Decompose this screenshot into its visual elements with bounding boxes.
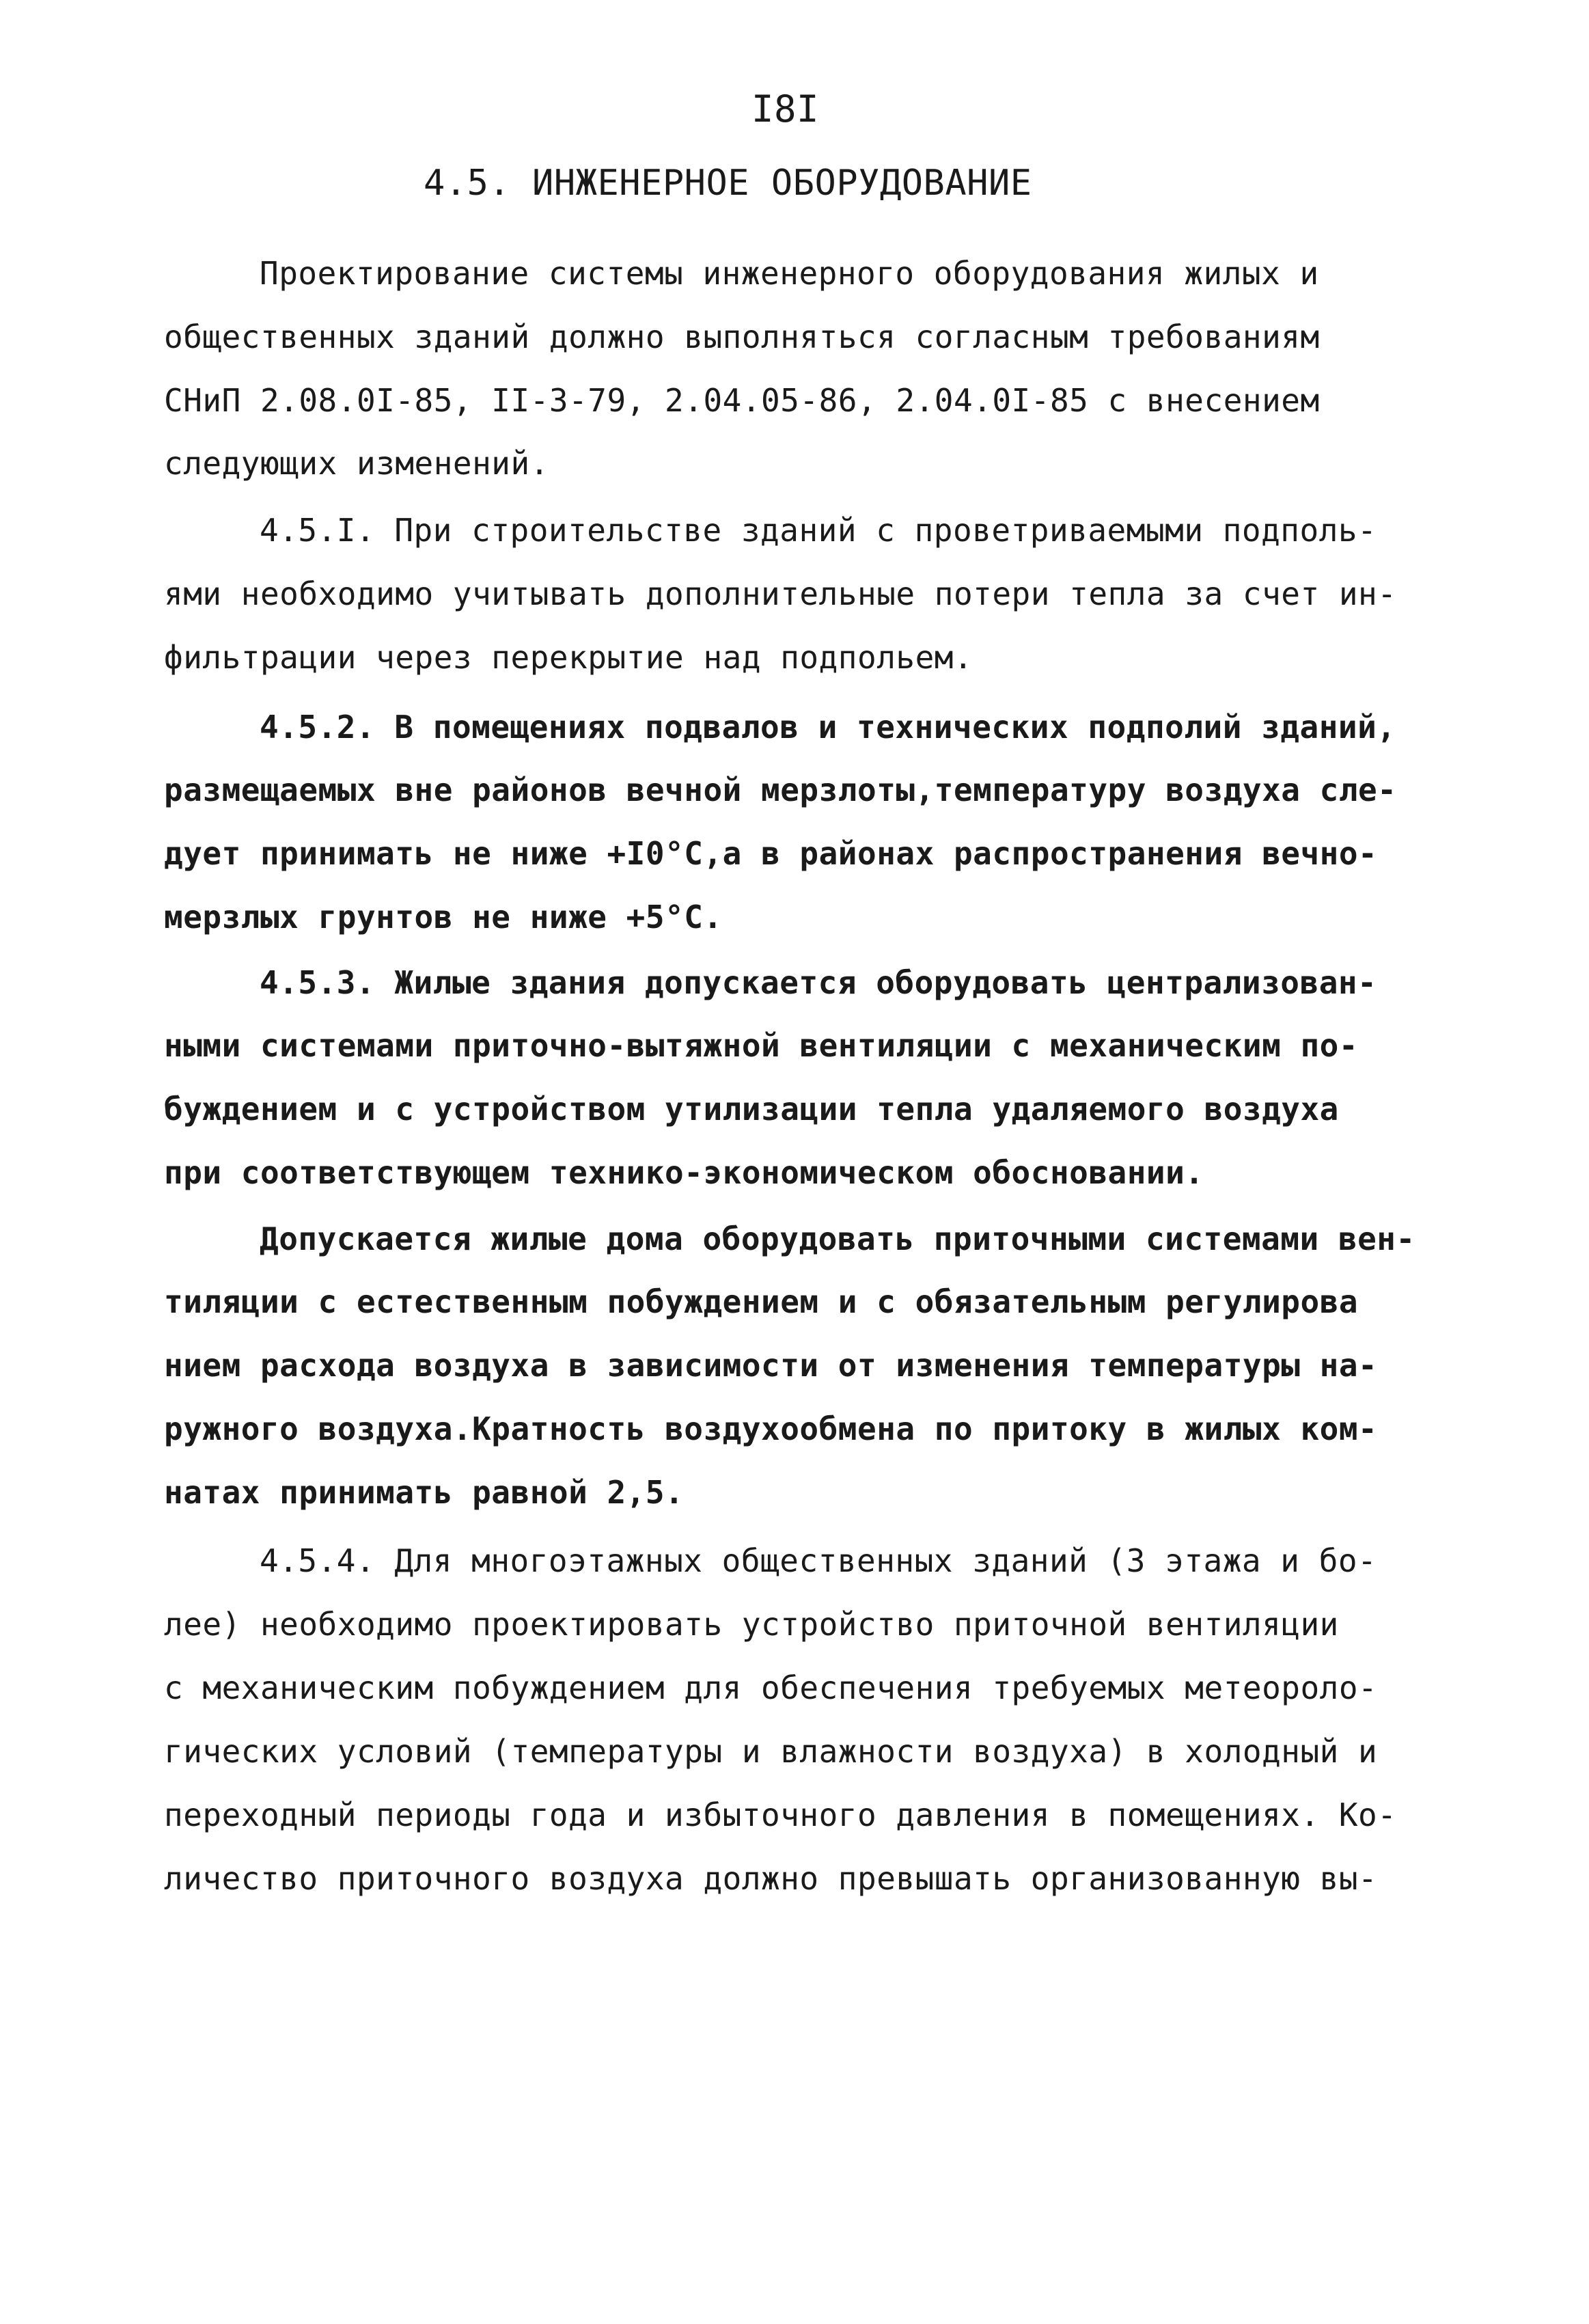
- paragraph-line: ями необходимо учитывать дополнительные потери тепла за счет ин-: [164, 575, 1397, 612]
- paragraph-line: тиляции с естественным побуждением и с обязательным регулирова: [164, 1283, 1359, 1320]
- text-fragment: мерзлых грунтов не ниже +5: [164, 899, 665, 935]
- paragraph-line: личество приточного воздуха должно превышать организованную вы-: [164, 1860, 1378, 1897]
- paragraph-line: СНиП 2.08.0I-85, II-3-79, 2.04.05-86, 2.04.0I-85 с внесением: [164, 382, 1320, 419]
- paragraph-line: лее) необходимо проектировать устройство приточной вентиляции: [164, 1606, 1339, 1643]
- paragraph-line: переходный периоды года и избыточного давления в помещениях. Ко-: [164, 1796, 1397, 1833]
- paragraph-line: [164, 897, 723, 938]
- paragraph-line: размещаемых вне районов вечной мерзлоты,температуру воздуха сле-: [164, 771, 1397, 808]
- paragraph-line: Проектирование системы инженерного оборудования жилых и: [260, 255, 1319, 292]
- paragraph-line: [164, 833, 1377, 874]
- paragraph-line: общественных зданий должно выполняться согласным требованиям: [164, 318, 1320, 355]
- paragraph-line: гических условий (температуры и влажности воздуха) в холодный и: [164, 1733, 1378, 1770]
- paragraph-line: ружного воздуха.Кратность воздухообмена по притоку в жилых ком-: [164, 1410, 1378, 1447]
- paragraph-line: следующих изменений.: [164, 445, 549, 482]
- paragraph-line: 4.5.I. При строительстве зданий с проветриваемыми подполь-: [260, 512, 1377, 549]
- section-title: 4.5. ИНЖЕНЕРНОЕ ОБОРУДОВАНИЕ: [424, 163, 1032, 204]
- text-fragment: °С.: [665, 899, 723, 935]
- text-fragment: °С,а в районах распространения вечно-: [665, 835, 1378, 872]
- paragraph-line: с механическим побуждением для обеспечения требуемых метеороло-: [164, 1669, 1378, 1706]
- paragraph-line: ными системами приточно-вытяжной вентиляции с механическим по-: [164, 1027, 1359, 1064]
- paragraph-line: буждением и с устройством утилизации тепла удаляемого воздуха: [164, 1091, 1339, 1127]
- paragraph-line: нием расхода воздуха в зависимости от изменения температуры на-: [164, 1347, 1378, 1384]
- paragraph-line: 4.5.4. Для многоэтажных общественных зданий (3 этажа и бо-: [260, 1542, 1377, 1579]
- text-fragment: дует принимать не ниже +I0: [164, 835, 665, 872]
- page-number: I8I: [751, 87, 820, 131]
- paragraph-line: 4.5.2. В помещениях подвалов и технических подполий зданий,: [260, 709, 1396, 746]
- paragraph-line: 4.5.3. Жилые здания допускается оборудовать централизован-: [260, 964, 1377, 1001]
- paragraph-line: натах принимать равной 2,5.: [164, 1474, 685, 1511]
- paragraph-line: Допускается жилые дома оборудовать приточными системами вен-: [260, 1220, 1415, 1257]
- paragraph-line: при соответствующем технико-экономическом обосновании.: [164, 1154, 1204, 1191]
- paragraph-line: фильтрации через перекрытие над подпольем.: [164, 639, 973, 676]
